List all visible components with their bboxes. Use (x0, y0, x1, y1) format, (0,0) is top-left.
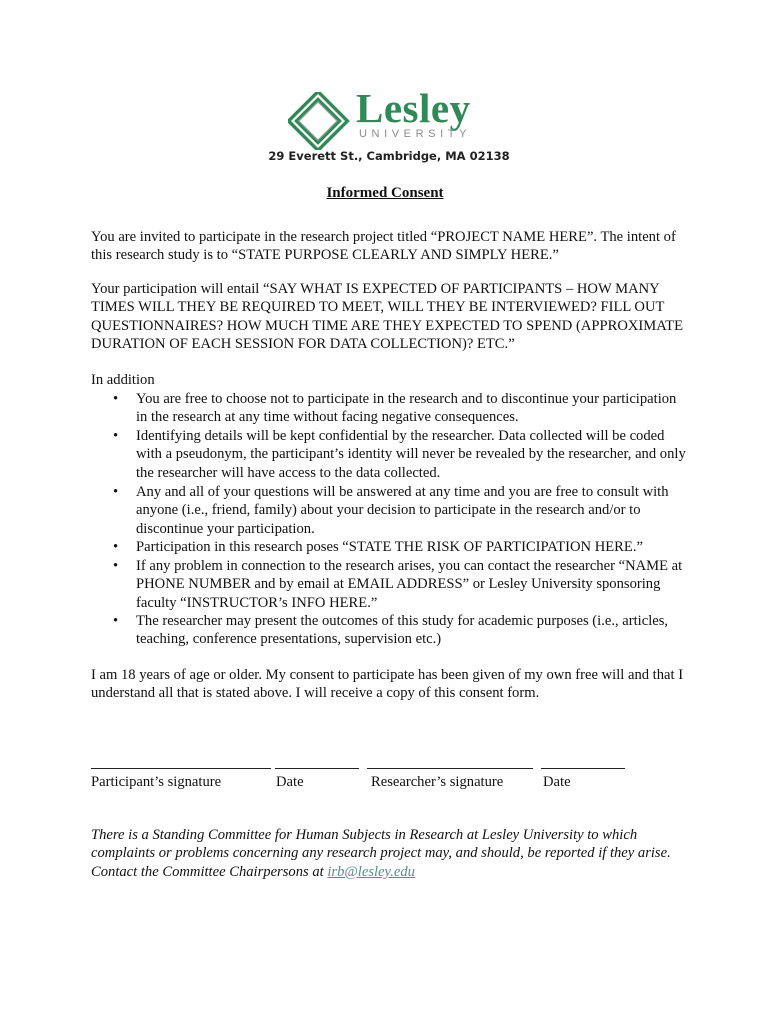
in-addition-label: In addition (91, 372, 155, 388)
researcher-date-label: Date (543, 774, 571, 790)
irb-notice-text: There is a Standing Committee for Human Subjects in Research at Lesley University to which complaints or problems concerning any research project may, and should, be reported if they arise. Contact the Committee Chairpersons at (91, 827, 671, 880)
participant-signature-label: Participant’s signature (91, 774, 222, 790)
bullet-marker: • (113, 558, 119, 574)
bullet-text: If any problem in connection to the research arises, you can contact the researcher “NAME at PHONE NUMBER and by email at EMAIL ADDRESS” or Lesley University sponsoring faculty “INSTRUCTOR’s INFO HERE.” (136, 558, 683, 611)
researcher-signature-label: Researcher’s signature (371, 774, 504, 790)
logo-wordmark: Lesley (356, 85, 471, 131)
bullet-marker: • (113, 428, 119, 444)
consent-statement: I am 18 years of age or older. My consent to participate has been given of my own free will and that I understand all that is stated above. I will receive a copy of this consent form. (91, 667, 684, 702)
bullet-text: You are free to choose not to participate in the research and to discontinue your participation in the research at any time without facing negative consequences. (136, 391, 677, 426)
participant-date-label: Date (276, 774, 304, 790)
bullet-marker: • (113, 484, 119, 500)
bullet-marker: • (113, 539, 119, 555)
participant-signature-line[interactable] (91, 768, 271, 769)
bullet-text: Participation in this research poses “STATE THE RISK OF PARTICIPATION HERE.” (136, 539, 643, 555)
researcher-signature-line[interactable] (367, 768, 533, 769)
bullet-marker: • (113, 391, 119, 407)
intro-paragraph: You are invited to participate in the research project titled “PROJECT NAME HERE”. The intent of this research study is to “STATE PURPOSE CLEARLY AND SIMPLY HERE.” (91, 229, 676, 264)
lesley-logo (288, 85, 498, 150)
document-title: Informed Consent (326, 185, 444, 201)
participation-paragraph: Your participation will entail “SAY WHAT IS EXPECTED OF PARTICIPANTS – HOW MANY TIMES WILL THEY BE REQUIRED TO MEET, WILL THEY BE INTERVIEWED? FILL OUT QUESTIONNAIRES? HOW MUCH TIME ARE THEY EXPECTED TO SPEND (APPROXIMATE DURATION OF EACH SESSION FOR DATA COLLECTION)? ETC.” (91, 281, 684, 353)
irb-email-link[interactable]: irb@lesley.edu (327, 863, 415, 880)
bullet-text: Identifying details will be kept confidential by the researcher. Data collected will be coded with a pseudonym, the participant’s identity will never be revealed by the researcher, and only the researcher will have access to the data collected. (136, 428, 686, 481)
lesley-diamond-icon (288, 92, 352, 150)
participant-date-line[interactable] (275, 768, 359, 769)
logo-subtitle: UNIVERSITY (359, 128, 472, 140)
bullet-text: The researcher may present the outcomes of this study for academic purposes (i.e., articles, teaching, conference presentations, supervision etc.) (136, 613, 669, 648)
researcher-date-line[interactable] (541, 768, 625, 769)
institution-address: 29 Everett St., Cambridge, MA 02138 (268, 149, 510, 163)
irb-notice (91, 826, 691, 881)
bullet-marker: • (113, 613, 119, 629)
bullet-text: Any and all of your questions will be answered at any time and you are free to consult with anyone (i.e., friend, family) about your decision to participate in the research and/or to discontinue your participation. (136, 484, 669, 537)
